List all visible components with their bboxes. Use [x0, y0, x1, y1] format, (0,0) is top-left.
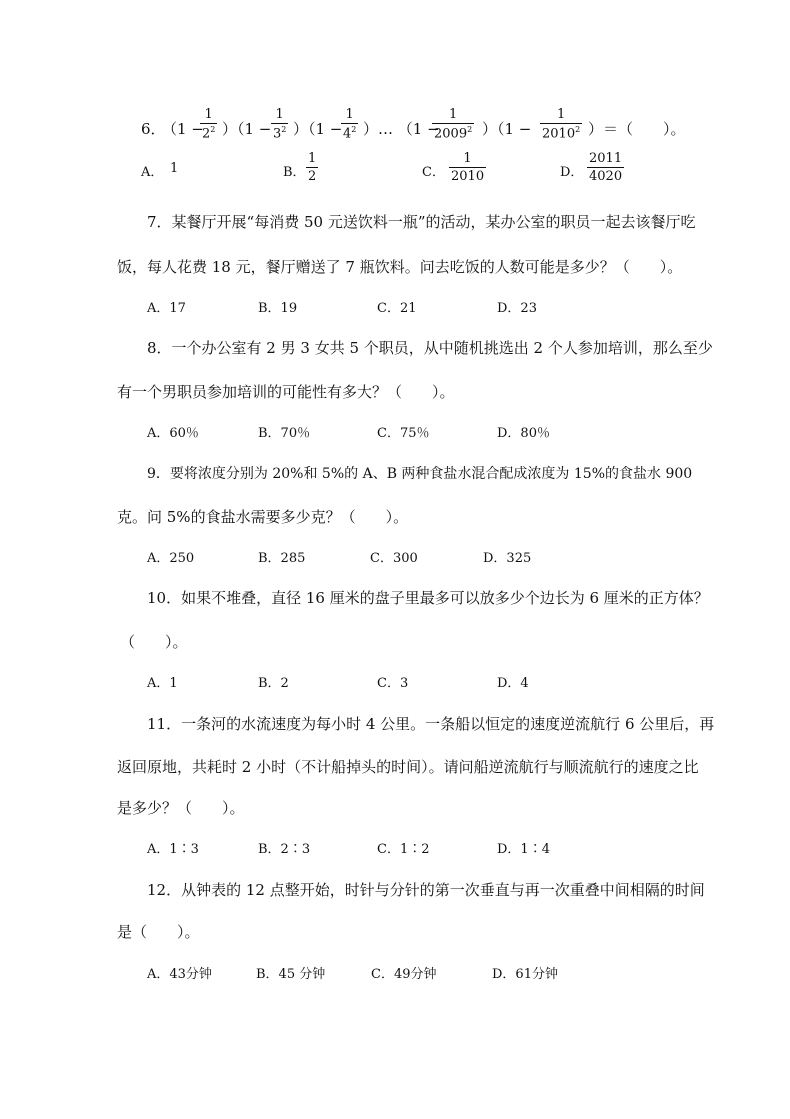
q9-option-d: D．325 [483, 551, 532, 566]
q8-option-b: B．70％ [258, 426, 311, 441]
q8-stem-line-1: 8．一个办公室有 2 男 3 女共 5 个职员，从中随机挑选出 2 个人参加培训，那么至少 [147, 339, 713, 357]
q9-option-c: C．300 [370, 551, 418, 566]
q6-option-b-label: B． [283, 165, 306, 180]
q6-fraction-3: $\frac{1}{4^2}$ [343, 107, 357, 142]
q10-option-c: C．3 [377, 676, 409, 691]
q7-option-d: D．23 [497, 301, 537, 316]
q6-option-b-fraction: $\frac{1}{2}$ [308, 151, 317, 184]
q7-option-a: A．17 [147, 301, 186, 316]
q9-option-b: B．285 [258, 551, 306, 566]
q6-fraction-1: $\frac{1}{2^2}$ [202, 107, 216, 142]
q8-option-a: A．60％ [147, 426, 199, 441]
q6-option-a-label: A． [141, 165, 164, 180]
q6-paren-2: ）（1 − [222, 120, 272, 138]
q11-option-a: A．1∶3 [147, 842, 199, 857]
q12-stem-line-1: 12．从钟表的 12 点整开始，时针与分针的第一次垂直与再一次重叠中间相隔的时间 [147, 881, 705, 899]
q6-paren-5: ）（1 − [482, 120, 532, 138]
q10-stem-line-1: 10．如果不堆叠，直径 16 厘米的盘子里最多可以放多少个边长为 6 厘米的正方体？ [147, 589, 709, 607]
q9-stem-line-1: 9．要将浓度分别为 20%和 5%的 A、B 两种食盐水混合配成浓度为 15%的食盐水 900 [147, 466, 693, 482]
q8-option-c: C．75％ [377, 426, 430, 441]
q6-number: 6． [141, 120, 166, 138]
q7-stem-line-1: 7．某餐厅开展“每消费 50 元送饮料一瓶”的活动，某办公室的职员一起去该餐厅吃 [147, 213, 696, 231]
q6-fraction-2: $\frac{1}{3^2}$ [273, 107, 287, 142]
q6-option-d-fraction: $\frac{2011}{4020}$ [589, 151, 623, 184]
q11-stem-line-3: 是多少？（ ）。 [117, 799, 245, 817]
q10-option-a: A．1 [147, 676, 178, 691]
q12-option-d: D．61分钟 [492, 967, 558, 982]
q6-option-c-label: C． [422, 165, 445, 180]
q10-stem-line-2: （ ）。 [120, 633, 188, 651]
q6-paren-mid: ）… （1 − [363, 120, 440, 138]
q6-option-d-label: D． [560, 165, 584, 180]
q7-option-b: B．19 [258, 301, 298, 316]
q10-option-b: B．2 [258, 676, 289, 691]
q12-option-c: C．49分钟 [371, 967, 437, 982]
q7-option-c: C．21 [377, 301, 417, 316]
q11-option-b: B．2∶3 [258, 842, 311, 857]
q7-stem-line-2: 饭，每人花费 18 元，餐厅赠送了 7 瓶饮料。问去吃饭的人数可能是多少？（ ）。 [117, 258, 683, 276]
q9-option-a: A．250 [147, 551, 195, 566]
q6-paren-3: ）（1 − [293, 120, 343, 138]
q12-stem-line-2: 是（ ）。 [117, 923, 200, 941]
q6-option-c-fraction: $\frac{1}{2010}$ [451, 151, 485, 184]
q9-stem-line-2: 克。问 5%的食盐水需要多少克？（ ）。 [117, 508, 409, 526]
q8-stem-line-2: 有一个男职员参加培训的可能性有多大？（ ）。 [117, 383, 455, 401]
q11-stem-line-1: 11．一条河的水流速度为每小时 4 公里。一条船以恒定的速度逆流航行 6 公里后，再 [147, 715, 715, 733]
q12-option-b: B．45 分钟 [256, 967, 326, 982]
q6-fraction-4: $\frac{1}{2009^2}$ [434, 107, 473, 142]
q6-fraction-5: $\frac{1}{2010^2}$ [542, 107, 581, 142]
q6-option-a-value: 1 [170, 161, 179, 176]
q11-option-d: D．1∶4 [497, 842, 550, 857]
q8-option-d: D．80％ [497, 426, 550, 441]
q6-paren-1: （1 − [162, 120, 204, 138]
q11-stem-line-2: 返回原地，共耗时 2 小时（不计船掉头的时间）。请问船逆流航行与顺流航行的速度之比 [117, 758, 699, 776]
q10-option-d: D．4 [497, 676, 529, 691]
q11-option-c: C．1∶2 [377, 842, 430, 857]
q12-option-a: A．43分钟 [147, 967, 212, 982]
q6-tail: ）＝（ ）。 [588, 120, 686, 138]
